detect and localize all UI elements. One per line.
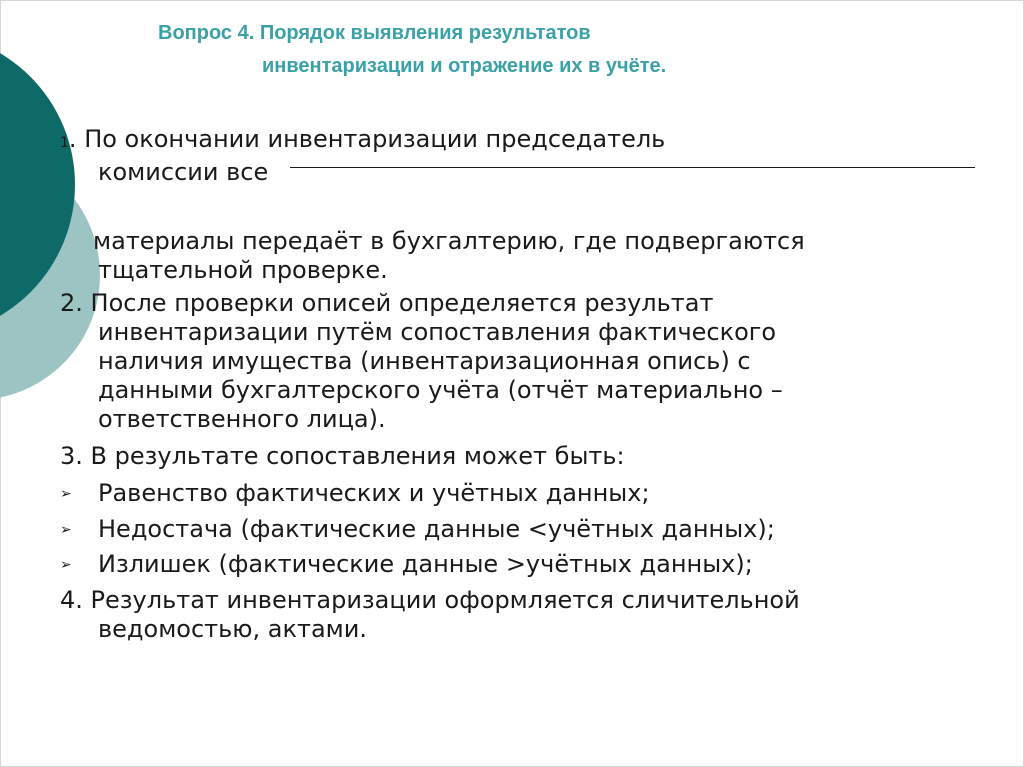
paragraph-3-line-1: 3. В результате сопоставления может быть: (60, 442, 625, 470)
bullet-item (60, 479, 650, 509)
paragraph-4-line-2: ведомостью, актами. (98, 615, 367, 643)
paragraph-1-line-1: По окончании инвентаризации председатель (76, 125, 666, 153)
paragraph-2-line-1: 2. После проверки описей определяется результат (60, 289, 714, 317)
paragraph-4 (60, 586, 980, 644)
paragraph-3 (60, 442, 980, 471)
paragraph-1-line-2: комиссии все (98, 158, 269, 186)
arrowhead-bullet-icon: ➢ (60, 556, 72, 573)
blank-underline (290, 167, 975, 168)
paragraph-2-line-4: данными бухгалтерского учёта (отчёт материально – (98, 376, 783, 404)
paragraph-1-continuation (93, 227, 1013, 285)
paragraph-4-line-1: 4. Результат инвентаризации оформляется сличительной (60, 586, 800, 614)
paragraph-1-continuation-line-1: материалы передаёт в бухгалтерию, где подвергаются (93, 227, 805, 255)
paragraph-1-dot: . (68, 125, 77, 153)
title-line-1: Вопрос 4. Порядок выявления результатов (158, 22, 591, 44)
title-line-2: инвентаризации и отражение их в учёте. (262, 55, 667, 77)
paragraph-2 (60, 289, 980, 434)
slide-title (158, 17, 666, 83)
arrowhead-bullet-icon: ➢ (60, 521, 72, 538)
bullet-item (60, 515, 775, 545)
arrowhead-bullet-icon: ➢ (60, 485, 72, 502)
paragraph-2-line-2: инвентаризации путём сопоставления фактического (98, 318, 777, 346)
paragraph-2-line-3: наличия имущества (инвентаризационная опись) с (98, 347, 751, 375)
bullet-text: Излишек (фактические данные >учётных данных); (98, 550, 753, 578)
paragraph-1 (60, 125, 980, 187)
paragraph-2-line-5: ответственного лица). (98, 405, 386, 433)
bullet-text: Недостача (фактические данные <учётных данных); (98, 515, 775, 543)
bullet-item (60, 550, 753, 580)
bullet-text: Равенство фактических и учётных данных; (98, 479, 650, 507)
paragraph-1-continuation-line-2: тщательной проверке. (98, 256, 388, 284)
paragraph-1-number: 1 (60, 135, 69, 151)
